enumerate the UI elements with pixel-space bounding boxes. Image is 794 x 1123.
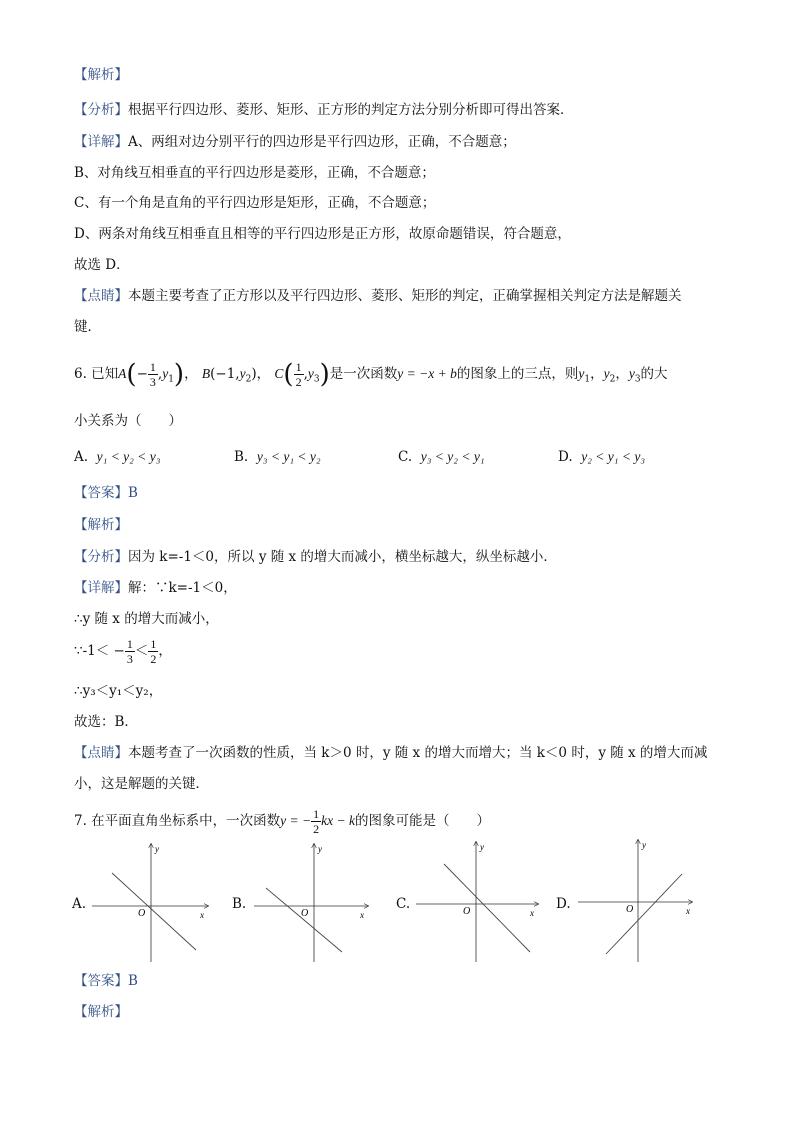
x-label: x [530, 908, 534, 918]
origin-label: O [138, 908, 146, 919]
line-dianjing: 【点睛】本题主要考查了正方形以及平行四边形、菱形、矩形的判定，正确掌握相关判定方法是解题关 [74, 288, 682, 304]
q6-step1: ∴y 随 x 的增大而减小， [74, 611, 219, 627]
q6-step2: ∵-1＜ − $\frac{1}{3}$ ＜ $\frac{1}{2}$ ， [74, 637, 172, 666]
function-line [444, 864, 530, 952]
q6-stem-line2: 小关系为（ ） [74, 413, 182, 429]
frac-s2-2: $\frac{1}{2}$ [150, 637, 157, 666]
x-label: x [360, 910, 364, 920]
q7-graph-a[interactable] [90, 840, 220, 965]
y-label: y [642, 840, 646, 850]
q7-option-b-label[interactable]: B. [232, 896, 247, 912]
q6-fenxi: 【分析】因为 k=-1＜0，所以 y 随 x 的增大而减小，横坐标越大，纵坐标越小． [74, 549, 557, 565]
line-c: C、有一个角是直角的平行四边形是矩形，正确，不合题意； [74, 195, 436, 211]
q7-graph-c[interactable] [414, 838, 549, 965]
line-jiexi: 【解析】 [74, 67, 128, 83]
line-b: B、对角线互相垂直的平行四边形是菱形，正确，不合题意； [74, 165, 435, 181]
function-line [606, 874, 682, 954]
y-label: y [155, 844, 159, 854]
q6-xiangjie: 【详解】解：∵k=-1＜0， [74, 580, 237, 596]
q6-option-c[interactable]: C. y₃ < y₂ < y₁ [398, 449, 485, 465]
line-d: D、两条对角线互相垂直且相等的平行四边形是正方形，故原命题错误，符合题意， [74, 226, 571, 242]
origin-label: O [626, 904, 634, 915]
q7-answer: 【答案】B [74, 973, 138, 989]
line-xiangjie: 【详解】A、两组对边分别平行的四边形是平行四边形，正确，不合题意； [74, 134, 516, 150]
x-label: x [200, 910, 204, 920]
frac-q7: $\frac{1}{2}$ [313, 807, 320, 836]
q6-option-a[interactable]: A. y₁ < y₂ < y₃ [74, 449, 161, 465]
line-jian: 键． [74, 319, 101, 335]
q6-step4: 故选：B． [74, 714, 138, 730]
function-line [112, 873, 196, 950]
q7-option-c-label[interactable]: C. [396, 896, 411, 912]
line-fenxi: 【分析】根据平行四边形、菱形、矩形、正方形的判定方法分别分析即可得出答案． [74, 102, 574, 118]
q7-option-a-label[interactable]: A. [72, 896, 87, 912]
q7-option-d-label[interactable]: D. [556, 896, 571, 912]
frac-c: $\frac{1}{2}$ [295, 360, 302, 389]
q6-step3: ∴y₃＜y₁＜y₂， [74, 683, 163, 699]
q6-dianjing-2: 小，这是解题的关键． [74, 776, 209, 792]
function-line [266, 888, 342, 952]
origin-label: O [301, 908, 309, 919]
frac-s2-1: $\frac{1}{3}$ [126, 637, 133, 666]
q7-stem: 7. 在平面直角坐标系中，一次函数y = − $\frac{1}{2}$ kx − k的图象可能是（ ） [74, 807, 490, 836]
q6-answer: 【答案】B [74, 485, 138, 501]
y-label: y [480, 842, 484, 852]
q7-graph-b[interactable] [252, 840, 382, 965]
q6-jiexi: 【解析】 [74, 517, 128, 533]
q6-option-b[interactable]: B. y₃ < y₁ < y₂ [234, 449, 321, 465]
y-label: y [318, 844, 322, 854]
q6-stem: 6. 已知A(− $\frac{1}{3}$ $,y_1$)， $B(-1,y_2)$， C( $\frac{1}{2}$ $,y_3$)是一次函数y = −x + b的图象上的三点，则$y_1$，$y_2$，$y_3$的大 [74, 359, 668, 390]
origin-label: O [463, 906, 471, 917]
q7-graph-d[interactable] [576, 836, 701, 966]
frac-a: $\frac{1}{3}$ [149, 360, 156, 389]
x-label: x [686, 906, 690, 916]
line-guxuan: 故选 D． [74, 257, 130, 273]
q6-dianjing: 【点睛】本题考查了一次函数的性质，当 k＞0 时，y 随 x 的增大而增大；当 k＜0 时，y 随 x 的增大而减 [74, 745, 708, 761]
q6-option-d[interactable]: D. y₂ < y₁ < y₃ [558, 449, 646, 465]
q7-jiexi: 【解析】 [74, 1004, 128, 1020]
